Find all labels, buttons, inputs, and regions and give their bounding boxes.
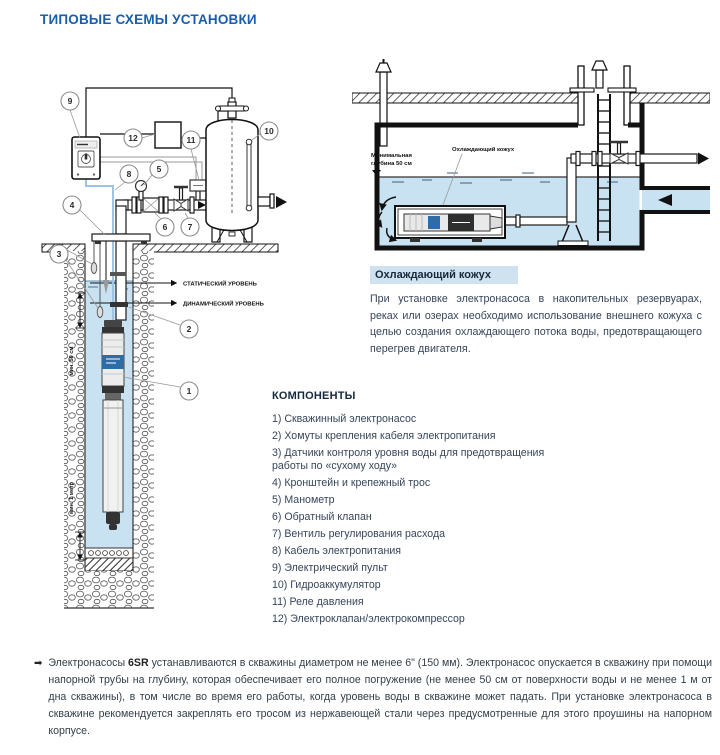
component-item-7: 7) Вентиль регулирования расхода (272, 528, 446, 540)
component-item-3: 3) Датчики контроля уровня воды для предотвращения работы по «сухому ходу» (272, 447, 545, 472)
min-depth-label (371, 153, 412, 176)
cooling-jacket-section (370, 266, 702, 357)
component-item-4: 4) Кронштейн и крепежный трос (272, 477, 431, 489)
svg-text:10: 10 (264, 126, 274, 136)
svg-text:6: 6 (162, 222, 168, 232)
footnote-paragraph (48, 655, 712, 740)
flange-1 (132, 197, 136, 213)
cooling-jacket-diagram-label: Охлаждающий кожух (452, 147, 515, 153)
drop-pipe (116, 241, 126, 320)
plate-foot-1 (95, 241, 101, 244)
well-installation-diagram (28, 58, 293, 643)
static-level-label: СТАТИЧЕСКИЙ УРОВЕНЬ (183, 281, 257, 288)
component-item-2: 2) Хомуты крепления кабеля электропитания (272, 430, 496, 442)
svg-text:1: 1 (186, 386, 192, 396)
min-50cm-label: мин. 50 см (69, 346, 75, 376)
callout-9 (61, 92, 79, 110)
switch-wire1 (100, 157, 196, 180)
callout-1 (180, 382, 198, 400)
vent-pipe-right (592, 61, 607, 88)
component-item-11: 11) Реле давления (272, 596, 364, 608)
manhole-cover-left (570, 88, 594, 92)
reservoir-cooling-diagram (352, 58, 710, 263)
callout-2 (180, 320, 198, 338)
ground-right (133, 244, 278, 252)
components-heading: КОМПОНЕНТЫ (272, 390, 356, 402)
component-item-10: 10) Гидроаккумулятор (272, 579, 381, 591)
inlet-channel (640, 188, 710, 212)
wellhead-plate (92, 234, 150, 241)
min-1m-label: мин. 1 метр (69, 481, 75, 515)
manhole-wall-left (578, 66, 584, 125)
arrow-bullet-icon: ➡ (34, 658, 43, 669)
submersible-pump (102, 320, 124, 530)
ground-band-right (630, 93, 710, 103)
footnote-body: устанавливаются в скважины диаметром не менее 6" (150 мм). Электронасос опускается в скважину при помощи напорной трубы на глубину, которая обеспечивает его полное погружение (не менее 50 см от поверхности воды и не менее 1 м от дна скважины), в том числе во время его работы, когда уровень воды в скважине может падать. При установке электронасоса в скважине рекомендуется закреплять его тросом из нержавеющей стали через предусмотренные для этого проушины на напорном корпусе. (48, 657, 712, 737)
svg-text:глубина 50 см: глубина 50 см (371, 161, 412, 167)
callout-4 (63, 196, 81, 214)
footnote (34, 655, 712, 740)
manhole-cover-right (608, 88, 636, 92)
svg-text:11: 11 (186, 135, 196, 145)
control-panel (72, 137, 100, 179)
callout-8 (120, 165, 138, 183)
callout-11 (182, 131, 200, 149)
solenoid-box (155, 122, 181, 148)
svg-text:4: 4 (69, 200, 75, 210)
level-marker-icon (372, 170, 381, 176)
dynamic-level-label: ДИНАМИЧЕСКИЙ УРОВЕНЬ (183, 301, 264, 308)
footnote-lead: Электронасосы (48, 657, 129, 669)
cable-clamp-1 (110, 272, 126, 276)
svg-text:3: 3 (56, 249, 62, 259)
water-probe-1 (91, 263, 97, 274)
callout-5 (150, 160, 168, 178)
svg-text:12: 12 (128, 133, 138, 143)
cable-clamp-2 (110, 302, 128, 307)
component-item-9: 9) Электрический пульт (272, 562, 388, 574)
components-section (272, 390, 577, 630)
component-item-8: 8) Кабель электропитания (272, 545, 401, 557)
cooling-jacket-heading: Охлаждающий кожух (370, 266, 518, 284)
cooling-jacket-paragraph: При установке электронасоса в накопительных резервуарах, реках или озерах необходимо использование внешнего кожуха с целью создания охлаждающего потока воды, предотвращающего перегрев двигателя. (370, 293, 702, 355)
callout-6 (156, 218, 174, 236)
outlet-arrow (698, 153, 709, 165)
cooling-jacket-assembly (395, 206, 505, 242)
check-valve (143, 197, 168, 213)
manhole-wall-right (624, 66, 630, 125)
footnote-model: 6SR (128, 657, 149, 669)
svg-text:Минимальная: Минимальная (371, 153, 412, 159)
callout-3 (50, 245, 68, 263)
component-item-12: 12) Электроклапан/электрокомпрессор (272, 613, 465, 625)
callout-12 (124, 129, 142, 147)
svg-text:9: 9 (67, 96, 73, 106)
callout-10 (260, 122, 278, 140)
component-item-5: 5) Манометр (272, 494, 335, 506)
svg-text:2: 2 (186, 324, 192, 334)
component-item-6: 6) Обратный клапан (272, 511, 372, 523)
jacket-foot-1 (410, 238, 420, 242)
svg-text:7: 7 (187, 222, 193, 232)
water-probe-2 (97, 307, 103, 318)
component-item-1: 1) Скважинный электронасос (272, 413, 417, 425)
riser-pipe (116, 206, 126, 234)
page-title: ТИПОВЫЕ СХЕМЫ УСТАНОВКИ (40, 12, 257, 27)
jacket-foot-2 (472, 238, 482, 242)
svg-text:5: 5 (156, 164, 162, 174)
plate-foot-2 (141, 241, 147, 244)
callout-7 (181, 218, 199, 236)
svg-text:8: 8 (126, 169, 132, 179)
